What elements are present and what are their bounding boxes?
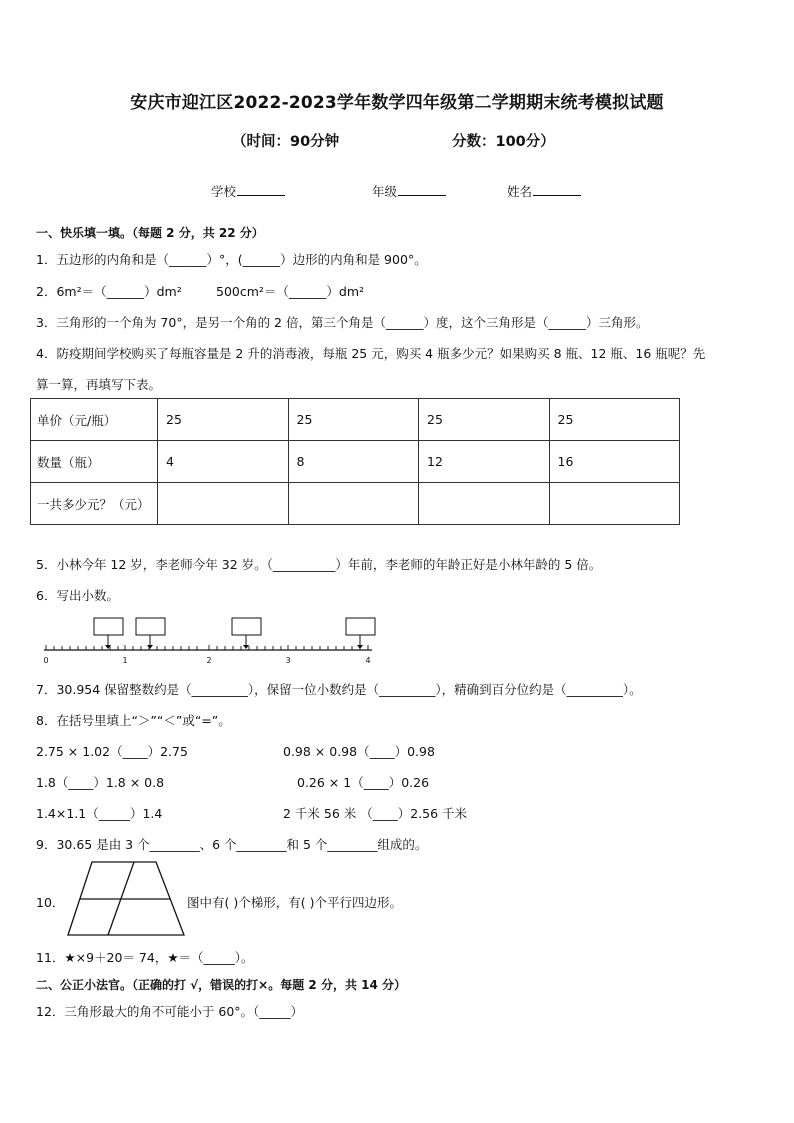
- tick-label: 4: [365, 656, 371, 665]
- question-9: 9．30.65 是由 3 个________、6 个________和 5 个________组成的。: [36, 837, 428, 852]
- name-field: [507, 182, 581, 200]
- question-12: 12．三角形最大的角不可能小于 60°。（_____）: [36, 1004, 304, 1019]
- question-2a: 2．6m²＝（______）dm²: [36, 284, 182, 299]
- price-table: [30, 398, 680, 525]
- table-row-label: 单价（元/瓶）: [31, 399, 158, 441]
- tick-label: 2: [206, 656, 212, 665]
- question-4-line2: 算一算，再填写下表。: [36, 377, 162, 392]
- question-7: 7．30.954 保留整数约是（_________），保留一位小数约是（_________），精确到百分位约是（_________）。: [36, 682, 642, 697]
- number-line: [40, 612, 390, 670]
- question-6: 6．写出小数。: [36, 588, 119, 603]
- question-8: 8．在括号里填上“＞”“＜”或“=”。: [36, 713, 231, 728]
- question-8-row2a: 1.8（____）1.8 × 0.8: [36, 775, 165, 790]
- question-11: 11．★×9＋20＝ 74，★＝（_____）。: [36, 950, 254, 965]
- tick-label: 1: [122, 656, 128, 665]
- trapezoid-figure: [64, 858, 188, 938]
- grade-field: [372, 182, 446, 200]
- question-8-row2b: 0.26 × 1（____）0.26: [297, 775, 430, 790]
- table-cell: 4: [158, 441, 289, 483]
- question-10-number: 10．: [36, 895, 65, 910]
- question-8-row3a: 1.4×1.1（_____）1.4: [36, 806, 163, 821]
- table-cell: 16: [549, 441, 680, 483]
- table-cell-blank[interactable]: [158, 483, 289, 525]
- table-cell: 25: [288, 399, 419, 441]
- table-row: [31, 441, 680, 483]
- question-2b: 500cm²＝（______）dm²: [216, 284, 365, 299]
- table-cell: 25: [419, 399, 550, 441]
- exam-score: 分数：100分）: [452, 134, 555, 150]
- table-cell: 25: [549, 399, 680, 441]
- grade-label: 年级: [372, 184, 398, 199]
- table-cell: 8: [288, 441, 419, 483]
- section1-heading: 一、快乐填一填。（每题 2 分，共 22 分）: [36, 226, 264, 240]
- page-title: 安庆市迎江区2022-2023学年数学四年级第二学期期末统考模拟试题: [130, 93, 664, 113]
- tick-label: 3: [285, 656, 291, 665]
- tick-label: 0: [43, 656, 49, 665]
- table-row: [31, 483, 680, 525]
- question-8-row1a: 2.75 × 1.02（____）2.75: [36, 744, 188, 759]
- table-cell: 12: [419, 441, 550, 483]
- question-5: 5．小林今年 12 岁，李老师今年 32 岁。（__________）年前，李老师的年龄正好是小林年龄的 5 倍。: [36, 557, 602, 572]
- question-1: 1．五边形的内角和是（______）°，(______）边形的内角和是 900°。: [36, 252, 427, 267]
- section2-heading: 二、公正小法官。（正确的打 √，错误的打×。每题 2 分，共 14 分）: [36, 978, 406, 992]
- school-field: [211, 182, 285, 200]
- school-label: 学校: [211, 184, 237, 199]
- table-row-label: 一共多少元？（元）: [31, 483, 158, 525]
- table-row-label: 数量（瓶）: [31, 441, 158, 483]
- name-label: 姓名: [507, 184, 533, 199]
- table-cell-blank[interactable]: [419, 483, 550, 525]
- table-cell-blank[interactable]: [288, 483, 419, 525]
- question-4-line1: 4．防疫期间学校购买了每瓶容量是 2 升的消毒液，每瓶 25 元，购买 4 瓶多少元？如果购买 8 瓶、12 瓶、16 瓶呢？先: [36, 346, 706, 361]
- table-cell: 25: [158, 399, 289, 441]
- exam-time: （时间：90分钟: [232, 134, 340, 150]
- question-8-row3b: 2 千米 56 米 （____）2.56 千米: [283, 806, 468, 821]
- table-cell-blank[interactable]: [549, 483, 680, 525]
- question-3: 3．三角形的一个角为 70°，是另一个角的 2 倍，第三个角是（______）度，这个三角形是（______）三角形。: [36, 315, 649, 330]
- question-8-row1b: 0.98 × 0.98（____）0.98: [283, 744, 435, 759]
- question-10-text: 图中有( )个梯形，有( )个平行四边形。: [187, 895, 402, 910]
- table-row: [31, 399, 680, 441]
